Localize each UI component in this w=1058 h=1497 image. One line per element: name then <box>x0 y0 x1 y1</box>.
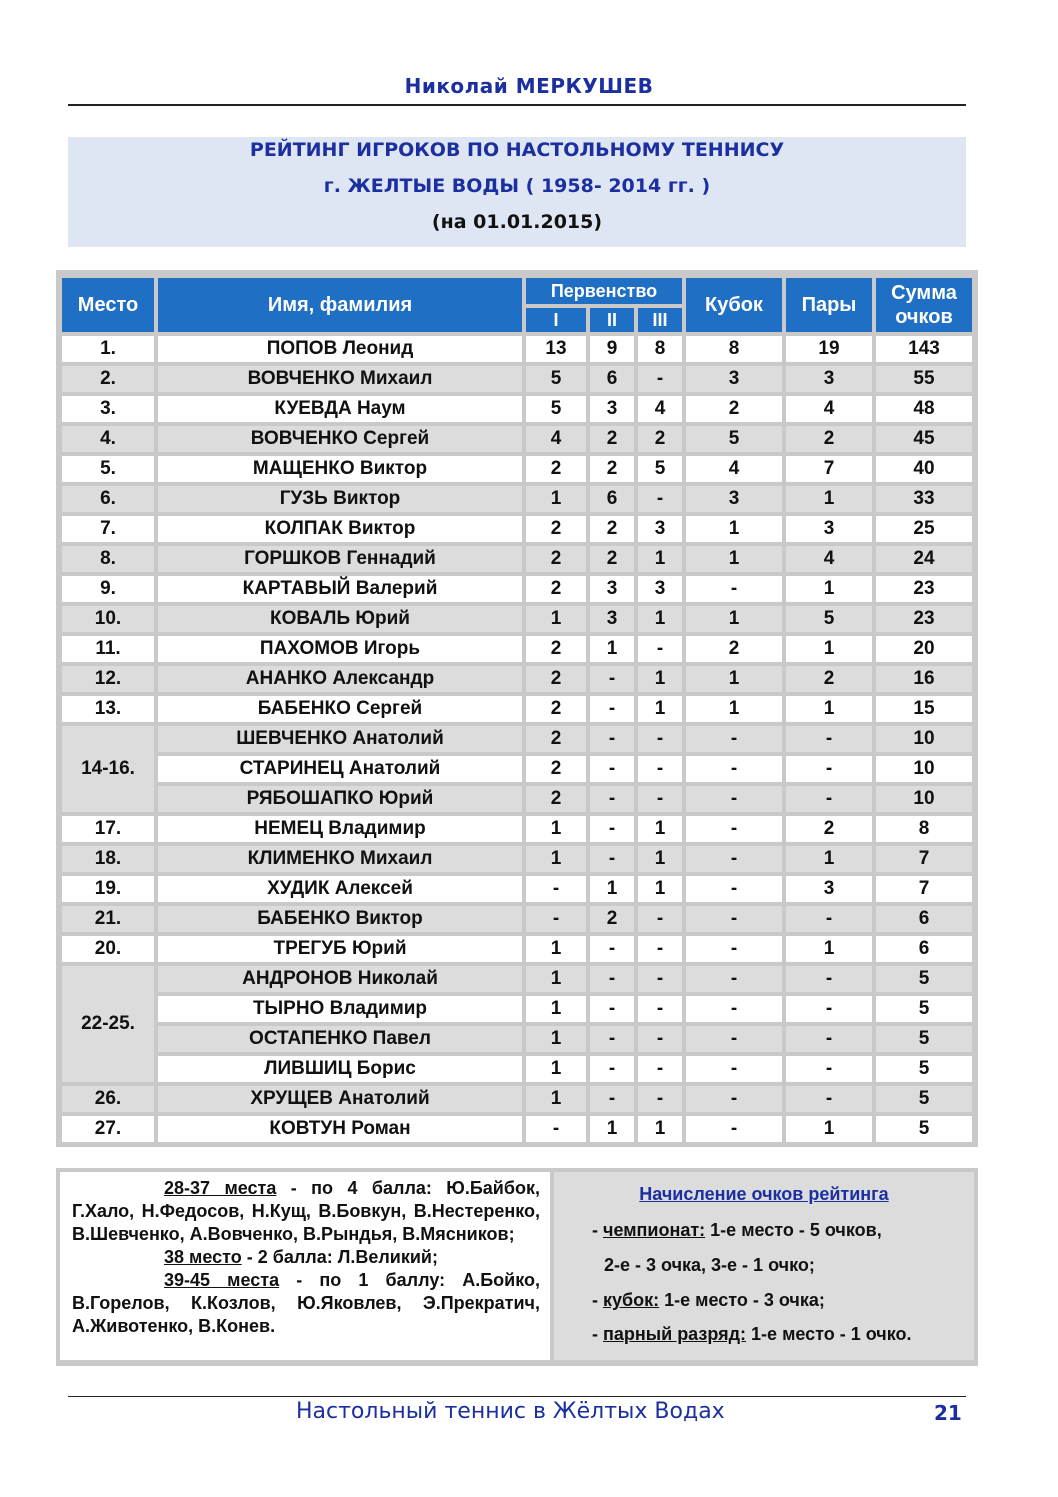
cell-c1: 1 <box>526 816 586 842</box>
cell-c1: 2 <box>526 516 586 542</box>
cell-place: 8. <box>62 546 154 572</box>
cell-c2: 3 <box>590 606 634 632</box>
title-line-1: РЕЙТИНГ ИГРОКОВ ПО НАСТОЛЬНОМУ ТЕННИСУ <box>249 139 785 161</box>
cell-c3: - <box>638 786 682 812</box>
cell-c3: - <box>638 966 682 992</box>
cell-c1: 2 <box>526 756 586 782</box>
table-row <box>62 486 972 512</box>
cell-name: ОСТАПЕНКО Павел <box>158 1026 522 1052</box>
cell-sum: 143 <box>876 336 972 362</box>
cell-c1: 1 <box>526 1086 586 1112</box>
cell-cup: - <box>686 786 782 812</box>
cell-pairs: 1 <box>786 696 872 722</box>
cell-sum: 45 <box>876 426 972 452</box>
cell-c3: - <box>638 636 682 662</box>
cell-sum: 24 <box>876 546 972 572</box>
cell-cup: 3 <box>686 486 782 512</box>
cell-c3: 1 <box>638 666 682 692</box>
place-38-label: 38 место <box>164 1247 242 1267</box>
cell-c2: - <box>590 1026 634 1052</box>
cell-pairs: 1 <box>786 846 872 872</box>
cell-cup: - <box>686 1056 782 1082</box>
cell-name: МАЩЕНКО Виктор <box>158 456 522 482</box>
cell-place: 19. <box>62 876 154 902</box>
header-place: Место <box>62 278 154 332</box>
cell-place: 7. <box>62 516 154 542</box>
rule-championship: - чемпионат: 1-е место - 5 очков, <box>592 1220 882 1240</box>
cell-name: ВОВЧЕНКО Сергей <box>158 426 522 452</box>
cell-c3: 2 <box>638 426 682 452</box>
cell-c2: 1 <box>590 876 634 902</box>
cell-cup: 2 <box>686 636 782 662</box>
cell-name: КОВАЛЬ Юрий <box>158 606 522 632</box>
cell-c1: 5 <box>526 366 586 392</box>
cell-c2: 6 <box>590 366 634 392</box>
cell-c2: 3 <box>590 576 634 602</box>
table-row <box>62 756 972 782</box>
cell-sum: 15 <box>876 696 972 722</box>
cell-c2: - <box>590 696 634 722</box>
cell-place: 3. <box>62 396 154 422</box>
cell-pairs: - <box>786 906 872 932</box>
cell-c3: - <box>638 906 682 932</box>
header-sum-line-2: очков <box>895 306 953 328</box>
cell-pairs: 1 <box>786 1116 872 1142</box>
cell-cup: 1 <box>686 696 782 722</box>
places-28-37-text: - по 4 балла: Ю.Байбок, Г.Хало, Н.Федосов, Н.Кущ, В.Бовкун, В.Нестеренко, В.Шевченко, А.Вовченко, В.Рындья, В.Мясников; <box>72 1178 540 1244</box>
cell-sum: 23 <box>876 576 972 602</box>
cell-pairs: - <box>786 756 872 782</box>
header-champ-1: I <box>526 308 586 332</box>
cell-pairs: 5 <box>786 606 872 632</box>
cell-c3: - <box>638 726 682 752</box>
cell-c2: - <box>590 726 634 752</box>
cell-sum: 7 <box>876 846 972 872</box>
table-row <box>62 396 972 422</box>
cell-c2: - <box>590 1056 634 1082</box>
table-row <box>62 1026 972 1052</box>
cell-c1: 1 <box>526 936 586 962</box>
table-row <box>62 336 972 362</box>
table-row <box>62 366 972 392</box>
cell-cup: - <box>686 1026 782 1052</box>
cell-pairs: - <box>786 1086 872 1112</box>
cell-cup: - <box>686 846 782 872</box>
cell-pairs: - <box>786 1056 872 1082</box>
cell-pairs: - <box>786 966 872 992</box>
cell-name: СТАРИНЕЦ Анатолий <box>158 756 522 782</box>
cell-pairs: 3 <box>786 516 872 542</box>
cell-name: АНАНКО Александр <box>158 666 522 692</box>
table-row <box>62 846 972 872</box>
cell-c2: 1 <box>590 636 634 662</box>
table-row <box>62 696 972 722</box>
cell-c1: 1 <box>526 606 586 632</box>
cell-cup: - <box>686 576 782 602</box>
table-row <box>62 876 972 902</box>
cell-c1: - <box>526 906 586 932</box>
cell-name: ХРУЩЕВ Анатолий <box>158 1086 522 1112</box>
cell-c1: 1 <box>526 1056 586 1082</box>
cell-cup: - <box>686 966 782 992</box>
places-28-37-label: 28-37 места <box>164 1178 277 1198</box>
cell-c2: - <box>590 786 634 812</box>
cell-pairs: 3 <box>786 876 872 902</box>
cell-pairs: 2 <box>786 426 872 452</box>
cell-place: 4. <box>62 426 154 452</box>
table-row <box>62 1086 972 1112</box>
cell-c1: 2 <box>526 696 586 722</box>
header-championship: Первенство <box>526 278 682 304</box>
table-row <box>62 606 972 632</box>
cell-place: 12. <box>62 666 154 692</box>
cell-c3: 5 <box>638 456 682 482</box>
cell-c1: - <box>526 876 586 902</box>
cell-sum: 5 <box>876 1116 972 1142</box>
cell-c3: - <box>638 1056 682 1082</box>
title-line-2: г. ЖЕЛТЫЕ ВОДЫ ( 1958- 2014 гг. ) <box>323 175 711 197</box>
cell-c2: 1 <box>590 1116 634 1142</box>
cell-pairs: 1 <box>786 486 872 512</box>
cell-cup: 2 <box>686 396 782 422</box>
cell-c3: - <box>638 756 682 782</box>
cell-pairs: - <box>786 786 872 812</box>
cell-c3: 3 <box>638 516 682 542</box>
cell-c2: - <box>590 1086 634 1112</box>
cell-pairs: 2 <box>786 666 872 692</box>
cell-pairs: 7 <box>786 456 872 482</box>
cell-sum: 48 <box>876 396 972 422</box>
cell-c1: 1 <box>526 966 586 992</box>
rating-table-frame <box>56 270 978 1147</box>
cell-name: ПАХОМОВ Игорь <box>158 636 522 662</box>
cell-sum: 16 <box>876 666 972 692</box>
cell-c2: 6 <box>590 486 634 512</box>
cell-pairs: 4 <box>786 546 872 572</box>
cell-c2: 2 <box>590 906 634 932</box>
cell-c3: - <box>638 996 682 1022</box>
places-39-45-label: 39-45 места <box>164 1270 280 1290</box>
cell-c2: 2 <box>590 426 634 452</box>
cell-place: 18. <box>62 846 154 872</box>
title-line-3: (на 01.01.2015) <box>431 211 603 233</box>
footer-divider <box>68 1396 966 1397</box>
cell-c1: 2 <box>526 546 586 572</box>
table-row <box>62 816 972 842</box>
title-block <box>68 137 966 247</box>
cell-c2: 2 <box>590 546 634 572</box>
cell-cup: - <box>686 936 782 962</box>
cell-c3: 1 <box>638 546 682 572</box>
cell-c1: 1 <box>526 486 586 512</box>
rule-cup: - кубок: 1-е место - 3 очка; <box>592 1290 825 1310</box>
cell-c2: 9 <box>590 336 634 362</box>
cell-sum: 33 <box>876 486 972 512</box>
rating-table <box>58 274 976 1146</box>
table-row <box>62 576 972 602</box>
places-39-45-text: - по 1 баллу: А.Бойко, В.Горелов, К.Козлов, Ю.Яковлев, Э.Прекратич, А.Животенко, В.Конев. <box>72 1270 540 1336</box>
cell-c3: - <box>638 1026 682 1052</box>
cell-name: ШЕВЧЕНКО Анатолий <box>158 726 522 752</box>
table-row <box>62 996 972 1022</box>
cell-pairs: - <box>786 1026 872 1052</box>
cell-c3: - <box>638 366 682 392</box>
table-row <box>62 1056 972 1082</box>
cell-cup: 1 <box>686 546 782 572</box>
cell-cup: - <box>686 1116 782 1142</box>
page-number: 21 <box>934 1401 962 1425</box>
cell-c2: 2 <box>590 456 634 482</box>
place-38-text: - 2 балла: Л.Великий; <box>241 1247 438 1267</box>
table-row <box>62 456 972 482</box>
table-row <box>62 516 972 542</box>
cell-c2: - <box>590 666 634 692</box>
cell-pairs: 4 <box>786 396 872 422</box>
cell-c1: - <box>526 1116 586 1142</box>
cell-sum: 40 <box>876 456 972 482</box>
cell-place: 22-25. <box>62 966 154 1082</box>
cell-c1: 2 <box>526 576 586 602</box>
cell-c3: - <box>638 1086 682 1112</box>
cell-place: 2. <box>62 366 154 392</box>
cell-place: 13. <box>62 696 154 722</box>
cell-c2: 2 <box>590 516 634 542</box>
cell-name: ЛИВШИЦ Борис <box>158 1056 522 1082</box>
cell-c2: - <box>590 936 634 962</box>
cell-cup: - <box>686 906 782 932</box>
cell-cup: - <box>686 756 782 782</box>
cell-sum: 10 <box>876 756 972 782</box>
cell-sum: 23 <box>876 606 972 632</box>
cell-place: 26. <box>62 1086 154 1112</box>
cell-cup: - <box>686 1086 782 1112</box>
cell-c3: 1 <box>638 816 682 842</box>
cell-name: БАБЕНКО Сергей <box>158 696 522 722</box>
cell-sum: 5 <box>876 966 972 992</box>
other-places-note <box>60 1172 550 1360</box>
cell-c3: 4 <box>638 396 682 422</box>
cell-cup: 1 <box>686 666 782 692</box>
cell-c3: 1 <box>638 1116 682 1142</box>
cell-c2: - <box>590 996 634 1022</box>
cell-pairs: 3 <box>786 366 872 392</box>
cell-name: КУЕВДА Наум <box>158 396 522 422</box>
cell-sum: 5 <box>876 1026 972 1052</box>
cell-cup: 8 <box>686 336 782 362</box>
cell-name: БАБЕНКО Виктор <box>158 906 522 932</box>
cell-name: РЯБОШАПКО Юрий <box>158 786 522 812</box>
cell-place: 20. <box>62 936 154 962</box>
cell-place: 10. <box>62 606 154 632</box>
cell-pairs: 1 <box>786 636 872 662</box>
cell-place: 6. <box>62 486 154 512</box>
cell-c1: 1 <box>526 846 586 872</box>
cell-name: КОЛПАК Виктор <box>158 516 522 542</box>
cell-name: ГУЗЬ Виктор <box>158 486 522 512</box>
table-row <box>62 546 972 572</box>
cell-cup: 3 <box>686 366 782 392</box>
cell-c2: - <box>590 756 634 782</box>
cell-c3: 1 <box>638 876 682 902</box>
cell-place: 11. <box>62 636 154 662</box>
cell-cup: 4 <box>686 456 782 482</box>
cell-c1: 13 <box>526 336 586 362</box>
cell-sum: 6 <box>876 906 972 932</box>
scoring-title: Начисление очков рейтинга <box>639 1184 889 1204</box>
header-divider <box>68 104 966 106</box>
scoring-rules <box>554 1172 974 1360</box>
cell-name: КЛИМЕНКО Михаил <box>158 846 522 872</box>
header-champ-3: III <box>638 308 682 332</box>
notes-frame <box>56 1168 978 1366</box>
rule-pairs: - парный разряд: 1-е место - 1 очко. <box>592 1324 912 1344</box>
cell-c3: 1 <box>638 696 682 722</box>
header-sum-line-1: Сумма <box>891 282 957 304</box>
cell-sum: 5 <box>876 996 972 1022</box>
cell-cup: - <box>686 726 782 752</box>
header-cup: Кубок <box>686 278 782 332</box>
cell-c1: 2 <box>526 726 586 752</box>
cell-name: НЕМЕЦ Владимир <box>158 816 522 842</box>
cell-sum: 10 <box>876 786 972 812</box>
cell-c3: 3 <box>638 576 682 602</box>
cell-c1: 4 <box>526 426 586 452</box>
table-row <box>62 636 972 662</box>
cell-c2: 3 <box>590 396 634 422</box>
cell-c3: - <box>638 936 682 962</box>
cell-name: ПОПОВ Леонид <box>158 336 522 362</box>
cell-sum: 20 <box>876 636 972 662</box>
cell-cup: 1 <box>686 516 782 542</box>
author-name: Николай МЕРКУШЕВ <box>404 74 654 98</box>
cell-place: 17. <box>62 816 154 842</box>
table-row <box>62 1116 972 1142</box>
cell-pairs: 1 <box>786 936 872 962</box>
cell-name: АНДРОНОВ Николай <box>158 966 522 992</box>
table-row <box>62 906 972 932</box>
table-row <box>62 726 972 752</box>
cell-sum: 5 <box>876 1056 972 1082</box>
cell-name: ТРЕГУБ Юрий <box>158 936 522 962</box>
cell-sum: 55 <box>876 366 972 392</box>
cell-name: КАРТАВЫЙ Валерий <box>158 576 522 602</box>
cell-c2: - <box>590 966 634 992</box>
cell-c2: - <box>590 846 634 872</box>
cell-sum: 7 <box>876 876 972 902</box>
header-champ-2: II <box>590 308 634 332</box>
cell-sum: 8 <box>876 816 972 842</box>
cell-sum: 6 <box>876 936 972 962</box>
cell-pairs: 2 <box>786 816 872 842</box>
cell-name: КОВТУН Роман <box>158 1116 522 1142</box>
cell-place: 27. <box>62 1116 154 1142</box>
cell-name: ГОРШКОВ Геннадий <box>158 546 522 572</box>
cell-pairs: - <box>786 726 872 752</box>
cell-c3: 8 <box>638 336 682 362</box>
cell-c3: 1 <box>638 606 682 632</box>
cell-sum: 5 <box>876 1086 972 1112</box>
cell-c3: 1 <box>638 846 682 872</box>
cell-c1: 2 <box>526 786 586 812</box>
cell-c1: 5 <box>526 396 586 422</box>
cell-place: 14-16. <box>62 726 154 812</box>
cell-sum: 10 <box>876 726 972 752</box>
cell-c1: 2 <box>526 456 586 482</box>
cell-c1: 2 <box>526 666 586 692</box>
cell-place: 5. <box>62 456 154 482</box>
cell-c3: - <box>638 486 682 512</box>
table-row <box>62 426 972 452</box>
cell-sum: 25 <box>876 516 972 542</box>
cell-place: 9. <box>62 576 154 602</box>
header-sum <box>876 278 972 332</box>
cell-cup: 1 <box>686 606 782 632</box>
footer-title: Настольный теннис в Жёлтых Водах <box>296 1399 725 1424</box>
cell-cup: 5 <box>686 426 782 452</box>
table-row <box>62 666 972 692</box>
cell-c1: 1 <box>526 1026 586 1052</box>
cell-cup: - <box>686 996 782 1022</box>
cell-pairs: 1 <box>786 576 872 602</box>
header-name: Имя, фамилия <box>158 278 522 332</box>
header-pairs: Пары <box>786 278 872 332</box>
table-row <box>62 966 972 992</box>
cell-pairs: 19 <box>786 336 872 362</box>
cell-name: ТЫРНО Владимир <box>158 996 522 1022</box>
cell-c1: 2 <box>526 636 586 662</box>
cell-name: ВОВЧЕНКО Михаил <box>158 366 522 392</box>
cell-pairs: - <box>786 996 872 1022</box>
cell-cup: - <box>686 816 782 842</box>
cell-place: 21. <box>62 906 154 932</box>
table-row <box>62 936 972 962</box>
cell-c1: 1 <box>526 996 586 1022</box>
cell-cup: - <box>686 876 782 902</box>
cell-name: ХУДИК Алексей <box>158 876 522 902</box>
rule-championship-cont: 2-е - 3 очка, 3-е - 1 очко; <box>604 1255 815 1275</box>
cell-place: 1. <box>62 336 154 362</box>
table-row <box>62 786 972 812</box>
cell-c2: - <box>590 816 634 842</box>
